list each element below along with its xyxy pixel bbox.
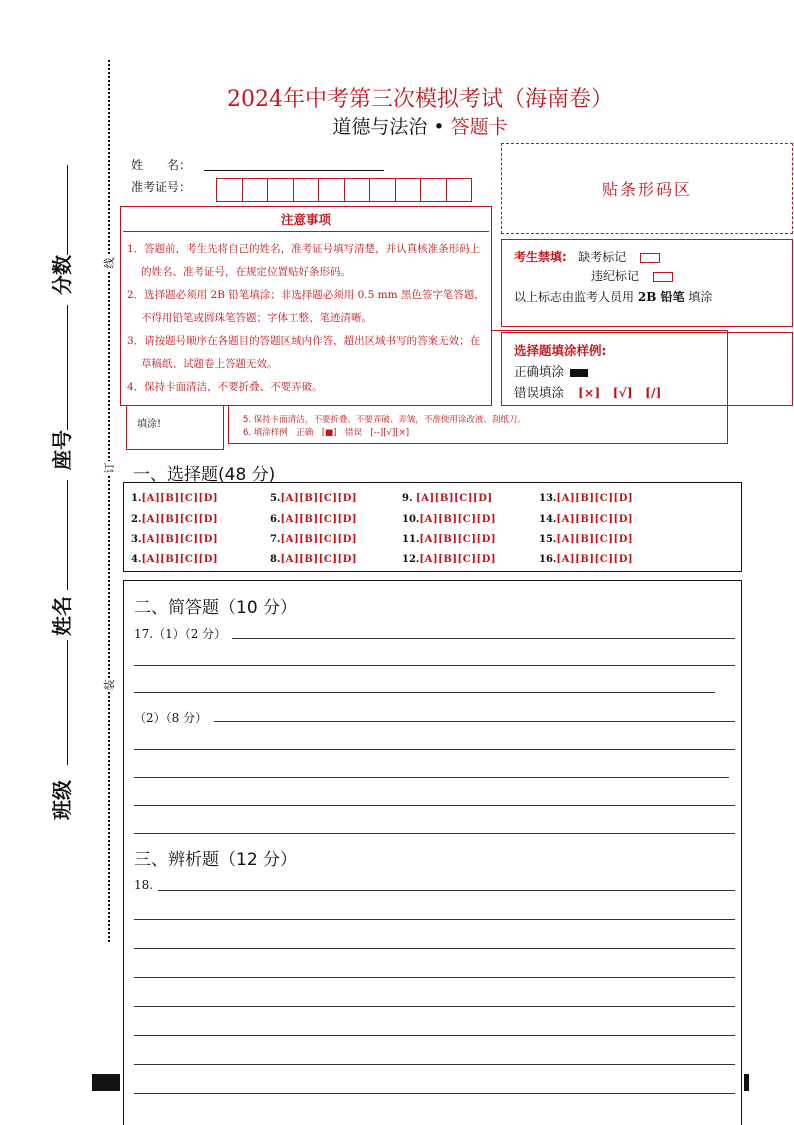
- choice-number: 9.: [402, 493, 416, 504]
- answer-line[interactable]: [134, 948, 735, 949]
- choice-options[interactable]: [A][B][C][D]: [280, 554, 358, 565]
- choice-number: 1.: [131, 493, 142, 504]
- ticket-number-boxes[interactable]: [216, 178, 472, 202]
- answer-line[interactable]: [134, 749, 735, 750]
- choice-number: 3.: [131, 534, 142, 545]
- notice-item: 1．答题前，考生先将自己的姓名，准考证号填写清楚，并认真核准条形码上的姓名、准考证号，在规定位置贴好条形码。: [127, 243, 481, 278]
- choice-number: 4.: [131, 554, 142, 565]
- answer-line[interactable]: [134, 919, 735, 920]
- choice-options[interactable]: [A][B][C][D]: [280, 493, 358, 504]
- score-line: [67, 165, 68, 255]
- forbid-note-prefix: 以上标志由监考人员用: [514, 290, 635, 304]
- name-label: 姓 名：: [131, 158, 192, 172]
- notice-item: 3．请按题号顺序在各题目的答题区域内作答，超出区域书写的答案无效；在草稿纸、试题卷上答题无效。: [127, 335, 481, 370]
- wrong-fill-marks: [×] [√] [/]: [578, 385, 662, 400]
- wrong-fill-label: 错误填涂: [514, 385, 565, 400]
- choice-item[interactable]: [402, 493, 493, 504]
- side-label-seat: 座号: [49, 430, 74, 470]
- violation-label: 违纪标记: [591, 269, 640, 283]
- binding-dotted-line: [108, 60, 110, 942]
- choice-number: 2.: [131, 514, 142, 525]
- absent-mark-box[interactable]: [640, 253, 660, 263]
- positioning-mark-left: [92, 1074, 120, 1091]
- answer-area: [123, 580, 742, 1125]
- ticket-digit-box[interactable]: [396, 179, 422, 201]
- ticket-digit-box[interactable]: [319, 179, 345, 201]
- side-label-class: 班级: [49, 780, 74, 820]
- sample-heading: 选择题填涂样例:: [514, 343, 607, 358]
- q17-1-label: 17.（1）（2 分）: [134, 627, 227, 641]
- exam-subtitle: [120, 112, 720, 139]
- ticket-digit-box[interactable]: [294, 179, 320, 201]
- choice-number: 8.: [270, 554, 281, 565]
- ticket-digit-box[interactable]: [243, 179, 269, 201]
- choice-item[interactable]: [539, 493, 633, 504]
- answer-line[interactable]: [134, 1035, 735, 1036]
- section-choice-title: 一、选择题(48 分): [133, 465, 276, 485]
- choice-item[interactable]: [539, 554, 633, 565]
- choice-number: 14.: [539, 514, 557, 525]
- forbid-heading: 考生禁填:: [514, 250, 567, 264]
- notice-box: [120, 206, 492, 406]
- choice-item[interactable]: [402, 554, 496, 565]
- exam-title: 2024年中考第三次模拟考试（海南卷）: [227, 87, 613, 112]
- fill-sample-box: [501, 332, 793, 406]
- choice-options[interactable]: [A][B][C][D]: [415, 493, 493, 504]
- choice-options[interactable]: [A][B][C][D]: [141, 514, 219, 525]
- correct-fill-label: 正确填涂: [514, 364, 565, 379]
- forbid-note-suffix: 填涂: [688, 290, 713, 304]
- choice-number: 10.: [402, 514, 420, 525]
- underlay-left-box: [126, 400, 224, 450]
- choice-number: 16.: [539, 554, 557, 565]
- barcode-area: [501, 143, 793, 234]
- absent-label: 缺考标记: [578, 250, 627, 264]
- ticket-digit-box[interactable]: [345, 179, 371, 201]
- choice-item[interactable]: [539, 514, 633, 525]
- choice-item[interactable]: [131, 554, 218, 565]
- name-line-side: [67, 480, 68, 590]
- answer-line[interactable]: [232, 638, 735, 639]
- notice-item: 2．选择题必须用 2B 铅笔填涂；非选择题必须用 0.5 mm 黑色签字笔答题，不得用铅笔或圆珠笔答题；字体工整、笔迹清晰。: [127, 289, 485, 324]
- subtitle-separator: •: [433, 116, 445, 138]
- forbid-note-bold: 2B 铅笔: [637, 290, 685, 304]
- choice-options[interactable]: [A][B][C][D]: [141, 554, 219, 565]
- choice-options[interactable]: [A][B][C][D]: [556, 534, 634, 545]
- choice-number: 6.: [270, 514, 281, 525]
- choice-item[interactable]: [131, 493, 218, 504]
- section-short-title: 二、简答题（10 分）: [134, 598, 298, 618]
- choice-number: 11.: [402, 534, 420, 545]
- answer-line[interactable]: [134, 665, 735, 666]
- ticket-digit-box[interactable]: [447, 179, 472, 201]
- choice-item[interactable]: [131, 534, 218, 545]
- choice-item[interactable]: [539, 534, 633, 545]
- answer-line[interactable]: [134, 1064, 735, 1065]
- side-label-score: 分数: [49, 255, 74, 295]
- choice-options[interactable]: [A][B][C][D]: [280, 514, 358, 525]
- underlay-line-5: 5. 保持卡面清洁，不要折叠、不要弄破、弄皱，不准使用涂改液、刮纸刀。: [243, 415, 526, 425]
- underlay-line-6: 6. 填涂样例 正确 [■] 错误 [--][√][×]: [243, 428, 410, 438]
- examinee-forbid-box: [501, 239, 793, 327]
- barcode-label: 贴条形码区: [601, 180, 692, 199]
- ticket-digit-box[interactable]: [421, 179, 447, 201]
- side-label-name: 姓名: [49, 596, 74, 636]
- q17-2-label: （2）（8 分）: [134, 711, 208, 725]
- choice-item[interactable]: [270, 534, 357, 545]
- binding-char-line: 线: [103, 257, 116, 269]
- choice-number: 15.: [539, 534, 557, 545]
- ticket-digit-box[interactable]: [370, 179, 396, 201]
- answer-line[interactable]: [134, 1093, 735, 1094]
- answer-line[interactable]: [134, 1006, 735, 1007]
- notice-title: 注意事项: [123, 209, 489, 232]
- correct-sample-row: [514, 362, 780, 380]
- correct-fill-mark: [570, 369, 588, 377]
- q18-label: 18.: [134, 878, 154, 892]
- wrong-sample-row: [514, 383, 780, 401]
- positioning-mark-right: [744, 1074, 749, 1091]
- name-field[interactable]: [204, 170, 384, 171]
- choice-item[interactable]: [270, 493, 357, 504]
- choice-item[interactable]: [402, 514, 496, 525]
- answer-line[interactable]: [134, 977, 735, 978]
- choice-options[interactable]: [A][B][C][D]: [141, 493, 219, 504]
- choice-number: 12.: [402, 554, 420, 565]
- underlay-left-text: 填涂!: [137, 419, 162, 430]
- binding-char-staple: 订: [103, 462, 116, 474]
- choice-options[interactable]: [A][B][C][D]: [280, 534, 358, 545]
- answer-line[interactable]: [134, 805, 735, 806]
- answer-line[interactable]: [134, 692, 715, 693]
- choice-item[interactable]: [270, 554, 357, 565]
- answer-line[interactable]: [134, 777, 729, 778]
- choice-number: 13.: [539, 493, 557, 504]
- choice-options[interactable]: [A][B][C][D]: [556, 514, 634, 525]
- notice-item: 4．保持卡面清洁，不要折叠、不要弄破。: [127, 381, 323, 393]
- choice-options[interactable]: [A][B][C][D]: [419, 534, 497, 545]
- choice-options[interactable]: [A][B][C][D]: [419, 554, 497, 565]
- ticket-digit-box[interactable]: [268, 179, 294, 201]
- forbid-note: [514, 288, 780, 305]
- forbid-row-violation: [514, 267, 780, 284]
- card-name: 答题卡: [450, 116, 508, 138]
- subject-name: 道德与法治: [332, 116, 428, 138]
- choice-item[interactable]: [402, 534, 496, 545]
- ticket-label: 准考证号：: [131, 180, 192, 194]
- notice-list: [121, 232, 491, 399]
- choice-options[interactable]: [A][B][C][D]: [141, 534, 219, 545]
- choice-options[interactable]: [A][B][C][D]: [419, 514, 497, 525]
- choice-item[interactable]: [131, 514, 218, 525]
- answer-line[interactable]: [214, 721, 735, 722]
- choice-options[interactable]: [A][B][C][D]: [556, 554, 634, 565]
- choice-answer-grid: [123, 482, 742, 572]
- class-line: [67, 640, 68, 765]
- binding-char-bind: 装: [103, 679, 116, 691]
- section-analysis-title: 三、辨析题（12 分）: [134, 850, 298, 870]
- violation-mark-box[interactable]: [653, 272, 673, 282]
- seat-line: [67, 305, 68, 430]
- forbid-row-absent: [514, 248, 780, 265]
- answer-line[interactable]: [158, 890, 735, 891]
- choice-item[interactable]: [270, 514, 357, 525]
- choice-number: 5.: [270, 493, 281, 504]
- choice-options[interactable]: [A][B][C][D]: [556, 493, 634, 504]
- ticket-digit-box[interactable]: [217, 179, 243, 201]
- choice-number: 7.: [270, 534, 281, 545]
- answer-line[interactable]: [134, 833, 735, 834]
